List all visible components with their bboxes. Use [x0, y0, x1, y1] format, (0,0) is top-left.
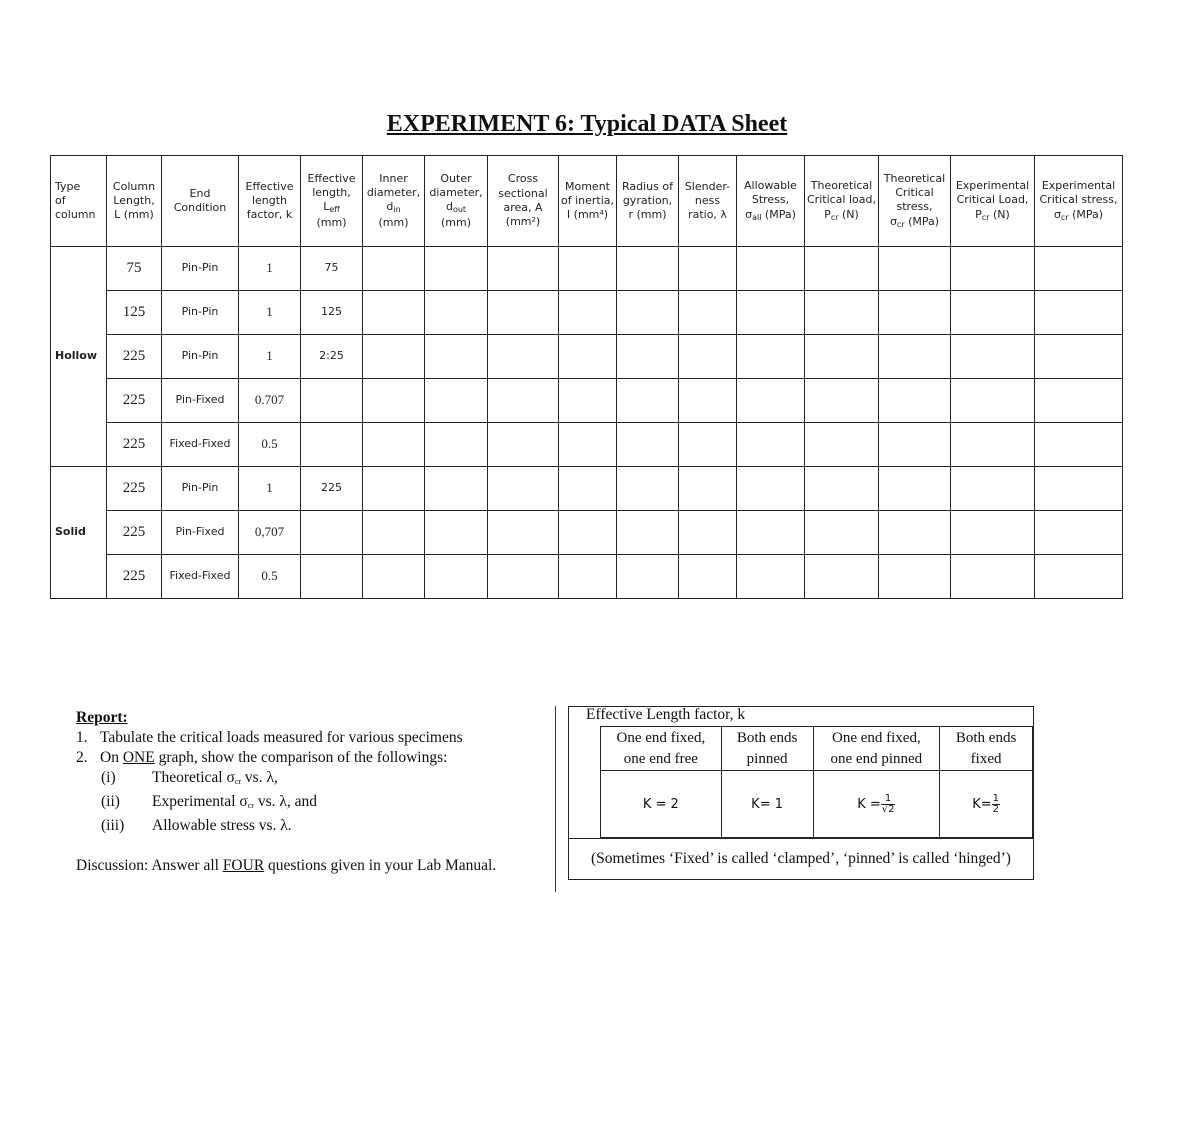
- empty-cell: [425, 379, 488, 423]
- empty-cell: [805, 423, 879, 467]
- table-row: [51, 335, 1123, 379]
- effective-length-cell: 2:25: [301, 335, 363, 379]
- discussion-emphasis: FOUR: [222, 857, 265, 874]
- empty-cell: [679, 379, 737, 423]
- empty-cell: [737, 379, 805, 423]
- header-cell: Type of column: [51, 156, 107, 247]
- empty-cell: [363, 247, 425, 291]
- header-cell: Experimental Critical Load, Pcr (N): [951, 156, 1035, 247]
- empty-cell: [879, 247, 951, 291]
- empty-cell: [879, 379, 951, 423]
- k-value-cell: K= 1: [721, 771, 813, 838]
- empty-cell: [679, 467, 737, 511]
- discussion-post: questions given in your Lab Manual.: [264, 857, 497, 874]
- empty-cell: [1035, 247, 1123, 291]
- k-value-cell: K = $\frac{1}{√2}$: [813, 771, 940, 838]
- report-section: [76, 708, 496, 876]
- empty-cell: [1035, 467, 1123, 511]
- empty-cell: [559, 335, 617, 379]
- empty-cell: [559, 423, 617, 467]
- empty-cell: [425, 511, 488, 555]
- k-factor-cell: 0,707: [239, 511, 301, 555]
- length-cell: 225: [107, 335, 162, 379]
- length-cell: 225: [107, 379, 162, 423]
- item-number: 1.: [76, 729, 88, 746]
- k-factor-cell: 1: [239, 467, 301, 511]
- k-factor-cell: 1: [239, 247, 301, 291]
- effective-length-cell: [301, 555, 363, 599]
- k-factor-cell: 1: [239, 335, 301, 379]
- empty-cell: [488, 423, 559, 467]
- empty-cell: [737, 555, 805, 599]
- header-cell: Slender- ness ratio, λ: [679, 156, 737, 247]
- table-row: [51, 511, 1123, 555]
- empty-cell: [879, 291, 951, 335]
- empty-cell: [679, 511, 737, 555]
- empty-cell: [488, 291, 559, 335]
- header-cell: Moment of inertia, I (mm⁴): [559, 156, 617, 247]
- header-cell: End Condition: [162, 156, 239, 247]
- empty-cell: [879, 335, 951, 379]
- k-condition-cell: One end fixed, one end free: [601, 727, 722, 771]
- empty-cell: [617, 467, 679, 511]
- empty-cell: [425, 423, 488, 467]
- empty-cell: [559, 291, 617, 335]
- condition-cell: Pin-Fixed: [162, 511, 239, 555]
- empty-cell: [1035, 291, 1123, 335]
- empty-cell: [488, 467, 559, 511]
- empty-cell: [805, 511, 879, 555]
- empty-cell: [559, 379, 617, 423]
- header-cell: Allowable Stress, σall (MPa): [737, 156, 805, 247]
- k-factor-cell: 0.707: [239, 379, 301, 423]
- empty-cell: [679, 247, 737, 291]
- empty-cell: [363, 467, 425, 511]
- empty-cell: [488, 555, 559, 599]
- report-item: [76, 728, 496, 748]
- k-footnote: (Sometimes ‘Fixed’ is called ‘clamped’, ‘pinned’ is called ‘hinged’): [569, 838, 1033, 879]
- report-subitem: (ii) Experimental σcr vs. λ, and: [101, 793, 318, 810]
- item-text: graph, show the comparison of the followings:: [154, 749, 448, 766]
- effective-length-cell: 225: [301, 467, 363, 511]
- condition-cell: Pin-Pin: [162, 335, 239, 379]
- condition-cell: Pin-Pin: [162, 467, 239, 511]
- header-cell: Experimental Critical stress, σcr (MPa): [1035, 156, 1123, 247]
- k-value-cell: K= $\frac{1}{2}$: [940, 771, 1033, 838]
- k-factor-box: [568, 706, 1034, 880]
- empty-cell: [737, 467, 805, 511]
- empty-cell: [425, 467, 488, 511]
- empty-cell: [951, 423, 1035, 467]
- data-sheet-table: [50, 155, 1123, 599]
- empty-cell: [617, 291, 679, 335]
- empty-cell: [951, 379, 1035, 423]
- empty-cell: [1035, 555, 1123, 599]
- report-item: [76, 748, 496, 768]
- empty-cell: [951, 511, 1035, 555]
- empty-cell: [737, 335, 805, 379]
- table-row: [51, 247, 1123, 291]
- header-cell: Effective length, Leff (mm): [301, 156, 363, 247]
- empty-cell: [737, 511, 805, 555]
- k-table-title: Effective Length factor, k: [586, 706, 746, 723]
- empty-cell: [737, 291, 805, 335]
- k-condition-cell: Both ends fixed: [940, 727, 1033, 771]
- k-factor-cell: 0.5: [239, 555, 301, 599]
- condition-cell: Fixed-Fixed: [162, 423, 239, 467]
- length-cell: 75: [107, 247, 162, 291]
- empty-cell: [617, 247, 679, 291]
- table-row: [51, 291, 1123, 335]
- empty-cell: [679, 423, 737, 467]
- length-cell: 225: [107, 555, 162, 599]
- divider-line: [555, 706, 556, 892]
- effective-length-cell: [301, 423, 363, 467]
- empty-cell: [425, 291, 488, 335]
- item-number: 2.: [76, 749, 88, 766]
- condition-cell: Pin-Pin: [162, 247, 239, 291]
- empty-cell: [363, 335, 425, 379]
- empty-cell: [951, 291, 1035, 335]
- k-factor-table: [600, 726, 1033, 838]
- header-cell: Theoretical Critical load, Pcr (N): [805, 156, 879, 247]
- header-cell: Outer diameter, dout (mm): [425, 156, 488, 247]
- condition-cell: Pin-Fixed: [162, 379, 239, 423]
- report-subitem: (i) Theoretical σcr vs. λ,: [101, 769, 278, 786]
- empty-cell: [488, 247, 559, 291]
- discussion-text: [76, 856, 496, 876]
- empty-cell: [805, 555, 879, 599]
- empty-cell: [737, 247, 805, 291]
- report-heading: Report:: [76, 709, 128, 726]
- item-text: On: [100, 749, 123, 766]
- header-row: [51, 156, 1123, 247]
- report-subitem: (iii) Allowable stress vs. λ.: [101, 817, 292, 834]
- empty-cell: [879, 555, 951, 599]
- empty-cell: [488, 511, 559, 555]
- empty-cell: [805, 291, 879, 335]
- empty-cell: [425, 247, 488, 291]
- k-value-row: [601, 771, 1033, 838]
- effective-length-cell: 125: [301, 291, 363, 335]
- empty-cell: [1035, 511, 1123, 555]
- table-row: [51, 379, 1123, 423]
- empty-cell: [617, 335, 679, 379]
- empty-cell: [951, 467, 1035, 511]
- empty-cell: [679, 555, 737, 599]
- empty-cell: [679, 291, 737, 335]
- empty-cell: [617, 423, 679, 467]
- empty-cell: [805, 247, 879, 291]
- empty-cell: [679, 335, 737, 379]
- effective-length-cell: [301, 511, 363, 555]
- empty-cell: [1035, 379, 1123, 423]
- table-row: [51, 467, 1123, 511]
- empty-cell: [879, 423, 951, 467]
- empty-cell: [879, 467, 951, 511]
- k-condition-cell: One end fixed, one end pinned: [813, 727, 940, 771]
- page-title: EXPERIMENT 6: Typical DATA Sheet: [386, 111, 788, 137]
- empty-cell: [559, 467, 617, 511]
- header-cell: Column Length, L (mm): [107, 156, 162, 247]
- table-row: [51, 555, 1123, 599]
- column-type-cell: Hollow: [51, 247, 107, 467]
- effective-length-cell: [301, 379, 363, 423]
- column-type-cell: Solid: [51, 467, 107, 599]
- table-row: [51, 423, 1123, 467]
- k-factor-cell: 1: [239, 291, 301, 335]
- empty-cell: [363, 423, 425, 467]
- empty-cell: [805, 335, 879, 379]
- empty-cell: [363, 291, 425, 335]
- condition-cell: Fixed-Fixed: [162, 555, 239, 599]
- empty-cell: [488, 335, 559, 379]
- item-text: Tabulate the critical loads measured for various specimens: [100, 729, 463, 746]
- k-factor-cell: 0.5: [239, 423, 301, 467]
- discussion-pre: Discussion: Answer all: [76, 857, 223, 874]
- empty-cell: [951, 247, 1035, 291]
- empty-cell: [805, 467, 879, 511]
- effective-length-cell: 75: [301, 247, 363, 291]
- length-cell: 225: [107, 467, 162, 511]
- item-emphasis: ONE: [122, 749, 155, 766]
- empty-cell: [951, 335, 1035, 379]
- length-cell: 225: [107, 423, 162, 467]
- empty-cell: [363, 555, 425, 599]
- header-cell: Cross sectional area, A (mm²): [488, 156, 559, 247]
- empty-cell: [617, 555, 679, 599]
- k-condition-cell: Both ends pinned: [721, 727, 813, 771]
- k-value-cell: K = 2: [601, 771, 722, 838]
- empty-cell: [363, 379, 425, 423]
- empty-cell: [617, 511, 679, 555]
- empty-cell: [559, 555, 617, 599]
- header-cell: Theoretical Critical stress, σcr (MPa): [879, 156, 951, 247]
- empty-cell: [363, 511, 425, 555]
- empty-cell: [559, 511, 617, 555]
- empty-cell: [805, 379, 879, 423]
- condition-cell: Pin-Pin: [162, 291, 239, 335]
- header-cell: Inner diameter, din (mm): [363, 156, 425, 247]
- k-header-row: [601, 727, 1033, 771]
- empty-cell: [1035, 335, 1123, 379]
- empty-cell: [1035, 423, 1123, 467]
- empty-cell: [425, 335, 488, 379]
- empty-cell: [879, 511, 951, 555]
- length-cell: 225: [107, 511, 162, 555]
- empty-cell: [951, 555, 1035, 599]
- empty-cell: [617, 379, 679, 423]
- header-cell: Effective length factor, k: [239, 156, 301, 247]
- length-cell: 125: [107, 291, 162, 335]
- empty-cell: [425, 555, 488, 599]
- header-cell: Radius of gyration, r (mm): [617, 156, 679, 247]
- empty-cell: [737, 423, 805, 467]
- empty-cell: [488, 379, 559, 423]
- empty-cell: [559, 247, 617, 291]
